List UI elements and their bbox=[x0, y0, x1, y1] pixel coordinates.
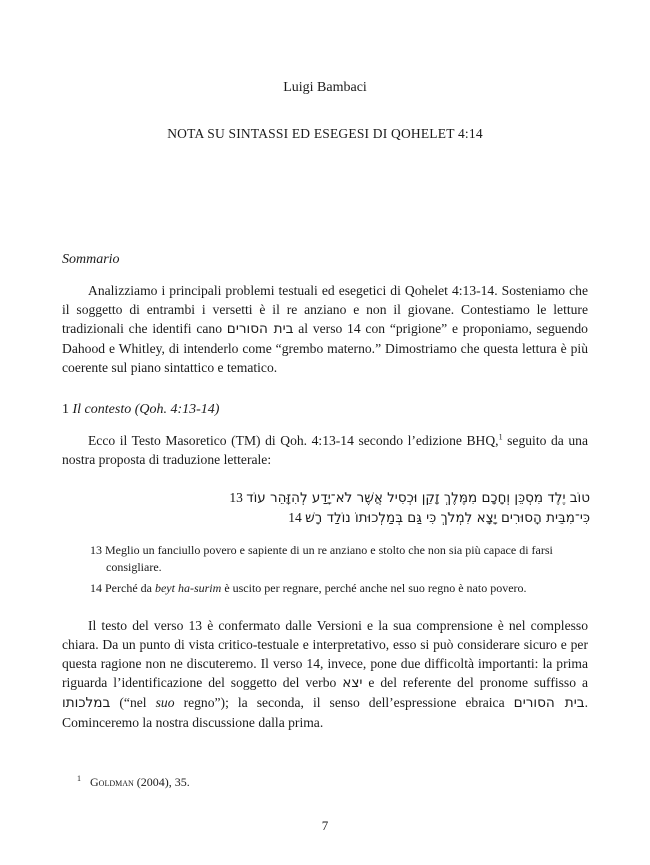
abstract-text-1: Analizziamo i principali problemi testuali ed esegetici di Qohelet 4:13-14. Sosteniamo che il soggetto di entrambi i versetti è il re anziano e non il giovane. Contestiamo le letture tradizionali che identifi cano bbox=[62, 283, 588, 336]
section-1-heading bbox=[62, 402, 219, 418]
footnote-ref[interactable]: 1 bbox=[498, 432, 503, 442]
hebrew-verse-14 bbox=[110, 508, 590, 528]
hebrew-verb: יצא bbox=[342, 675, 363, 691]
hebrew-verse-text: כִּי־מִבֵּית הָסוּרִים יָצָא לִמְלֹךְ כִּי גַּם בְּמַלְכוּתוֹ נוֹלַד רָשׁ bbox=[305, 510, 590, 526]
hebrew-verses bbox=[110, 488, 590, 528]
article-title: NOTA SU SINTASSI ED ESEGESI DI QOHELET 4:14 bbox=[167, 126, 483, 141]
translation-text: 14 Perché da bbox=[90, 581, 152, 595]
footnote-author: Goldman bbox=[90, 775, 134, 789]
author-name: Luigi Bambaci bbox=[283, 80, 367, 95]
translation-text: è uscito per regnare, perché anche nel suo regno è nato povero. bbox=[224, 581, 527, 595]
abstract-hebrew-term: בית הסורים bbox=[226, 321, 294, 337]
footnote bbox=[77, 775, 190, 790]
body-text-1: Il testo del verso 13 è confermato dalle Versioni e la sua comprensione è nel complesso chiara. Da un punto di vista critico-testuale e interpretativo, esso si può considerare sicuro e per questa ragione non ne discuteremo. Il verso 14, invece, pone due difficoltà importanti: la prima riguarda l’identificazione del soggetto del verbo bbox=[62, 618, 588, 690]
translation-verse-13: 13 Meglio un fanciullo povero e sapiente di un re anziano e stolto che non sia più capace di farsi consigliare. bbox=[90, 543, 553, 574]
hebrew-pronoun-word: במלכותו bbox=[62, 695, 111, 711]
hebrew-verse-13 bbox=[110, 488, 590, 508]
translation-block bbox=[90, 542, 590, 601]
verse-number: 13 bbox=[229, 490, 243, 505]
intro-paragraph bbox=[62, 431, 588, 469]
body-text-3: (“nel bbox=[119, 695, 147, 710]
verse-number: 14 bbox=[288, 510, 302, 525]
intro-text-1: Ecco il Testo Masoretico (TM) di Qoh. 4:13-14 secondo l’edizione BHQ, bbox=[88, 433, 499, 448]
body-italic-word: suo bbox=[155, 695, 175, 710]
page-number: 7 bbox=[321, 818, 329, 833]
abstract-paragraph bbox=[62, 281, 588, 377]
body-text-2: e del referente del pronome suffisso a bbox=[368, 675, 588, 690]
footnote-text: (2004), 35. bbox=[136, 775, 190, 789]
body-text-5: . Cominceremo la nostra discussione dalla prima. bbox=[62, 695, 589, 730]
sommario-heading: Sommario bbox=[62, 252, 120, 267]
body-text-4: regno”); la seconda, il senso dell’espressione ebraica bbox=[183, 695, 505, 710]
intro-text-2: seguito da una nostra proposta di traduzione letterale: bbox=[62, 433, 588, 467]
hebrew-expression: בית הסורים bbox=[513, 695, 585, 711]
body-paragraph bbox=[62, 616, 588, 732]
section-title: Il contesto (Qoh. 4:13-14) bbox=[72, 402, 220, 417]
section-number: 1 bbox=[62, 402, 69, 417]
footnote-number: 1 bbox=[77, 774, 81, 783]
abstract-text-2: al verso 14 con “prigione” e proponiamo, seguendo Dahood e Whitley, di intenderlo come “grembo materno.” Dimostriamo che questa lettura è più coerente sul piano sintattico e tematico. bbox=[62, 321, 588, 375]
translation-italic-term: beyt ha-surim bbox=[154, 581, 222, 595]
translation-verse-14 bbox=[90, 580, 590, 597]
hebrew-verse-text: טוֹב יֶלֶד מִסְכֵּן וְחָכָם מִמֶּלֶךְ זָקֵן וּכְסִיל אֲשֶׁר לֹא־יָדַע לְהִזָּהֵר עוֹד bbox=[246, 490, 590, 506]
